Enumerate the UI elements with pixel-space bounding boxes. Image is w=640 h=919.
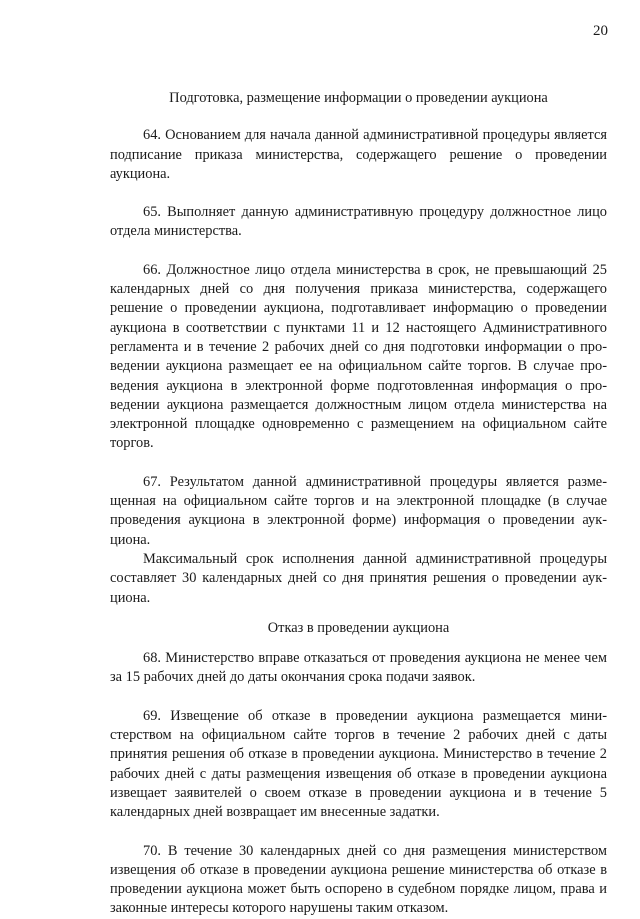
section-heading-refusal: Отказ в проведении аукциона [267, 619, 450, 636]
paragraph-64: 64. Основанием для начала данной административной процедуры является подписание приказа министерства, содержащего решение о проведении аукциона. [110, 127, 607, 182]
paragraph-69: 69. Извещение об отказе в проведении аукциона размещается министерством на официальном сайте торгов в течение 2 рабочих дней с даты принятия решения об отказе в проведении аукциона. Министерство в течение 2 рабочих дней с даты размещения извещения об отказе в проведении аукциона извещает заявителей о своем отказе в проведении аукциона и в течение 5 календарных дней возвращает им внесенные задатки. [110, 707, 607, 821]
paragraph-66: 66. Должностное лицо отдела министерства в срок, не превышающий 25 календарных дней со дня получения приказа министерства, содержащего решение о проведении аукциона, подготавливает информацию о проведении аукциона в соответствии с пунктами 11 и 12 настоящего Административного регламента и в течение 2 рабочих дней со дня подготовки информации о проведении аукциона размещает ее на официальном сайте торгов. В случае проведения аукциона в электронной форме подготовленная информация о проведении аукциона размещается должностным лицом отдела министерства на электронной площадке одновременно с размещением на официальном сайте торгов. [110, 261, 607, 452]
paragraph-67: 67. Результатом данной административной процедуры является размещенная на официальном сайте торгов и на электронной площадке (в случае проведения аукциона в электронной форме) информация о проведении аукциона. [110, 473, 607, 548]
page-number: 20 [593, 23, 608, 39]
paragraph-68: 68. Министерство вправе отказаться от проведения аукциона не менее чем за 15 рабочих дней до даты окончания срока подачи заявок. [110, 650, 607, 686]
paragraph-67-term: Максимальный срок исполнения данной административной процедуры составляет 30 календарных дней со дня принятия решения о проведении аукциона. [110, 550, 607, 606]
paragraph-70: 70. В течение 30 календарных дней со дня размещения министерством извещения об отказе в проведении аукциона решение министерства об отказе в проведении аукциона может быть оспорено в судебном порядке лицом, права и законные интересы которого нарушены таким отказом. [110, 842, 607, 917]
paragraph-65: 65. Выполняет данную административную процедуру должностное лицо отдела министерства. [110, 204, 607, 240]
section-heading-preparation: Подготовка, размещение информации о проведении аукциона [169, 90, 548, 106]
document-body [110, 89, 607, 919]
